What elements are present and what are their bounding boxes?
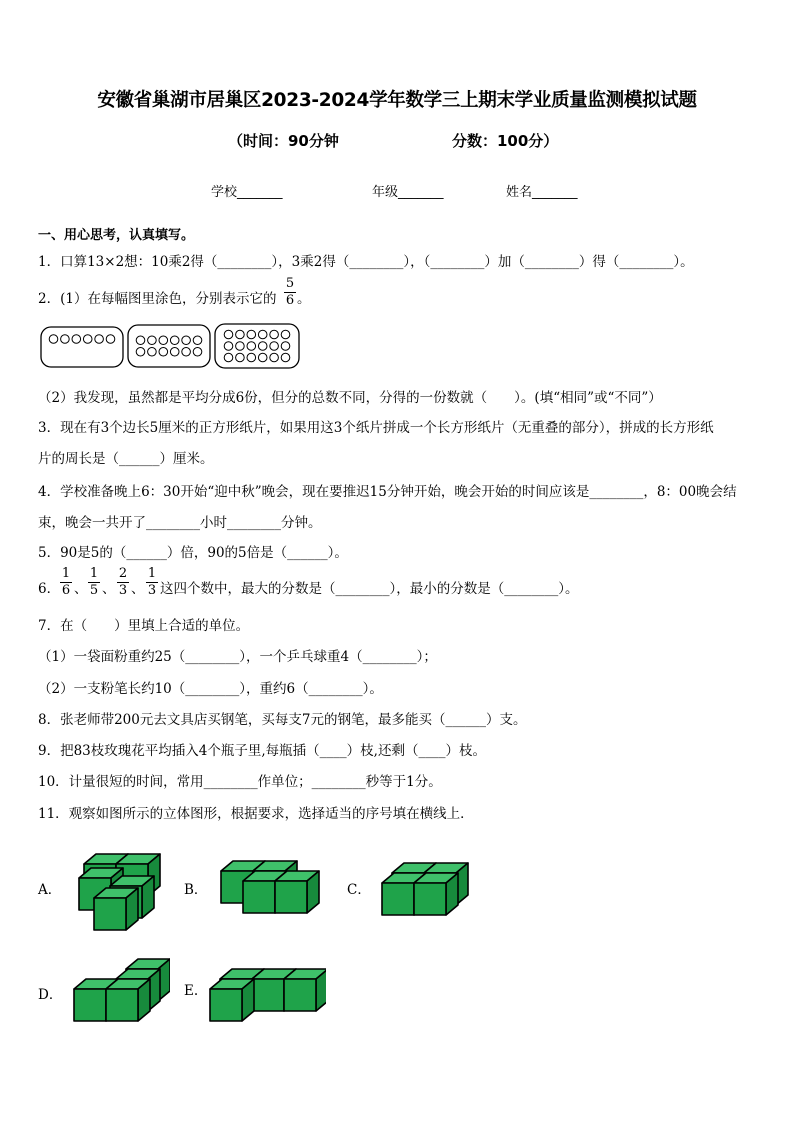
option-a-label: A． [38,882,62,898]
fraction-denominator: 6 [285,293,295,308]
question-10: 10．计量很短的时间，常用________作单位；________秒等于1分。 [38,774,442,790]
question-6-prefix: 6． [38,581,61,597]
circle-group-box-2 [128,325,210,367]
option-b-label: B． [184,882,208,898]
circle [236,353,245,362]
time-info: （时间：90分钟 [228,132,339,150]
question-8: 8．张老师带200元去文具店买钢笔，买每支7元的钢笔，最多能买（______）支。 [38,712,527,728]
fraction-numerator: 1 [147,566,157,581]
cube [210,979,254,1021]
circle [236,342,245,351]
question-3-line-2: 片的周长是（______）厘米。 [38,451,214,467]
circle [281,353,290,362]
circle-group-box-1 [41,327,123,367]
option-e-label: E. [184,983,199,999]
fraction-numerator: 5 [285,276,295,291]
circle [224,353,233,362]
circle [281,342,290,351]
fraction-one-third [146,567,158,598]
question-1: 1．口算13×2想：10乘2得（________），3乘2得（________），（________）加（________）得（________）。 [38,254,694,270]
circle [83,335,92,344]
question-2-part-2: （2）我发现，虽然都是平均分成6份，但分的总数不同，分得的一份数就（ ）。(填“相同”或“不同”） [38,390,662,406]
exam-title: 安徽省巢湖市居巢区2023-2024学年数学三上期末学业质量监测模拟试题 [97,90,697,111]
question-6-text: 这四个数中，最大的分数是（________），最小的分数是（________）。 [160,581,579,597]
separator: 、 [102,581,116,597]
question-3-line-1: 3．现在有3个边长5厘米的正方形纸片，如果用这3个纸片拼成一个长方形纸片（无重叠的部分），拼成的长方形纸 [38,420,714,436]
circle [258,342,267,351]
circle [49,335,58,344]
circle [170,347,179,356]
circle [136,336,145,345]
circle [95,335,104,344]
question-11: 11．观察如图所示的立体图形，根据要求，选择适当的序号填在横线上． [38,806,474,822]
question-2-end: 。 [297,291,311,307]
circle [247,330,256,339]
separator: 、 [74,581,88,597]
option-c-label: C． [347,882,371,898]
circle [148,347,157,356]
circle [159,347,168,356]
fraction-five-sixths [284,277,296,308]
question-5: 5．90是5的（______）倍，90的5倍是（______）。 [38,545,348,561]
cube [106,979,150,1021]
cube-figure-a [74,850,174,932]
cube [94,888,138,930]
circle [61,335,70,344]
cube [284,969,326,1011]
school-field[interactable]: 学校_______ [211,185,283,200]
circle [72,335,81,344]
separator: 、 [131,581,145,597]
circle [258,330,267,339]
section-heading: 一、用心思考，认真填写。 [38,228,195,243]
fraction-one-sixth [60,567,72,598]
circle [182,347,191,356]
circle [224,330,233,339]
circle-groups-figure [40,323,302,369]
question-7-part-2: （2）一支粉笔长约10（________），重约6（________）。 [38,681,383,697]
cube-figure-e [206,965,326,1025]
circle [193,336,202,345]
fraction-denominator: 6 [61,583,71,598]
circle [247,353,256,362]
circle [281,330,290,339]
grade-field[interactable]: 年级_______ [372,185,444,200]
cube-figure-c [378,859,470,921]
fraction-numerator: 2 [118,566,128,581]
score-info: 分数：100分） [452,132,559,150]
cube-figure-b [217,857,327,919]
circle [247,342,256,351]
name-field[interactable]: 姓名_______ [506,185,578,200]
question-7-part-1: （1）一袋面粉重约25（________），一个乒乓球重4（________）； [38,649,437,665]
circle [270,342,279,351]
circle [182,336,191,345]
fraction-denominator: 5 [89,583,99,598]
circle [258,353,267,362]
circle [236,330,245,339]
fraction-two-thirds [117,567,129,598]
circle [148,336,157,345]
circle [193,347,202,356]
option-d-label: D． [38,987,63,1003]
circle [170,336,179,345]
question-7: 7．在（ ）里填上合适的单位。 [38,618,250,634]
fraction-one-fifth [88,567,100,598]
question-9: 9．把83枝玫瑰花平均插入4个瓶子里,每瓶插（____）枝,还剩（____）枝。 [38,743,486,759]
circle [159,336,168,345]
fraction-denominator: 3 [118,583,128,598]
fraction-numerator: 1 [61,566,71,581]
cube-figure-d [70,955,170,1025]
circle [270,353,279,362]
circle [270,330,279,339]
cube [275,871,319,913]
fraction-denominator: 3 [147,583,157,598]
question-4-line-2: 束，晚会一共开了________小时________分钟。 [38,515,322,531]
circle [136,347,145,356]
question-2-part-1: 2．(1）在每幅图里涂色，分别表示它的 [38,291,277,307]
fraction-numerator: 1 [89,566,99,581]
cube [414,873,458,915]
question-4-line-1: 4．学校准备晚上6：30开始“迎中秋”晚会，现在要推迟15分钟开始，晚会开始的时间应该是________，8：00晚会结 [38,484,737,500]
circle [106,335,115,344]
circle [224,342,233,351]
